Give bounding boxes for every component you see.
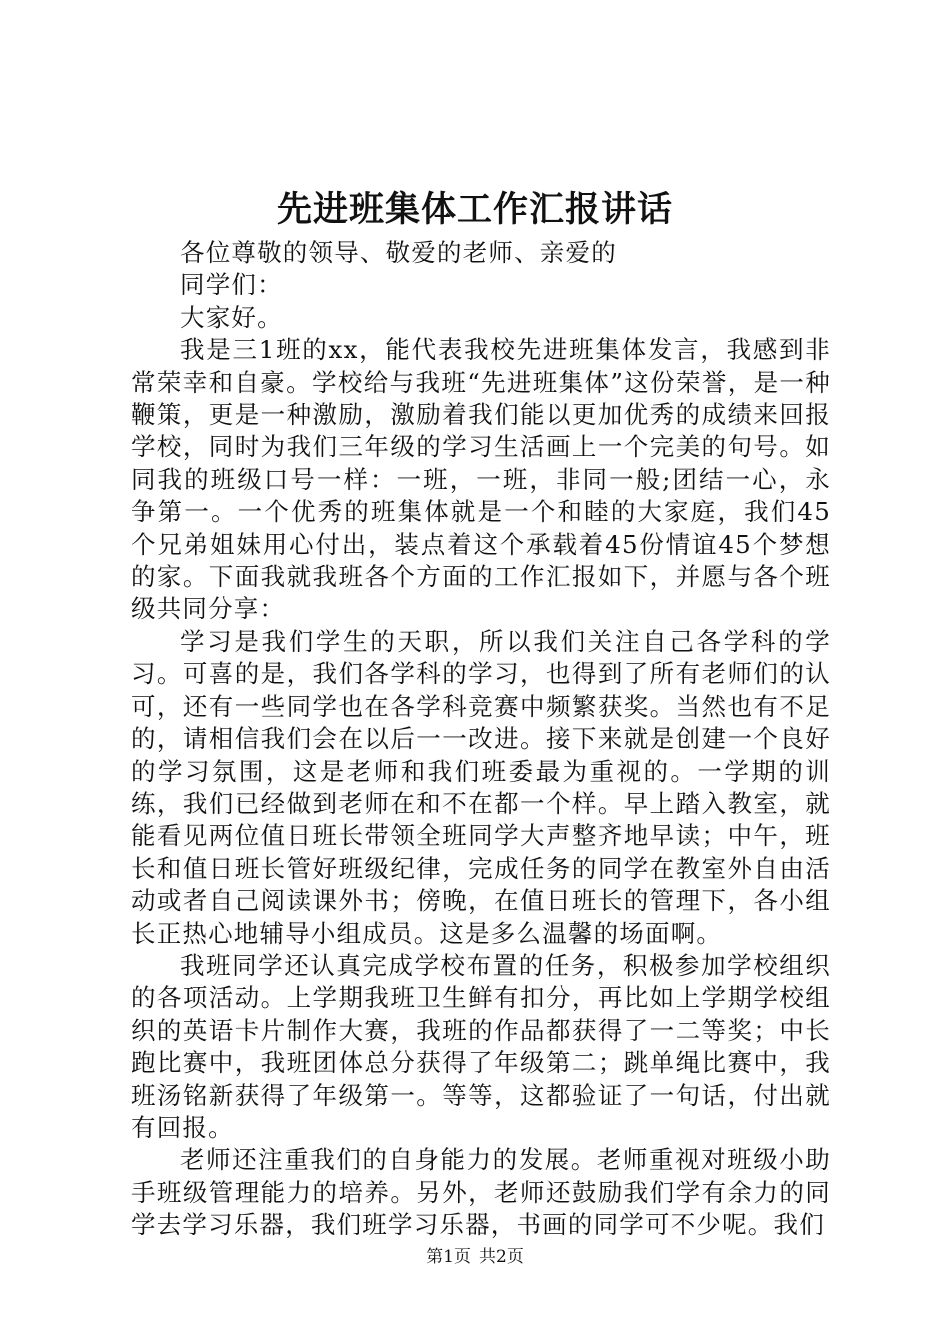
- page-number: 第1页: [426, 1247, 471, 1267]
- document-body: [131, 237, 831, 1242]
- page-footer: [0, 1245, 950, 1269]
- document-title: 先进班集体工作汇报讲话: [276, 189, 673, 230]
- paragraph-activities: 我班同学还认真完成学校布置的任务，积极参加学校组织的各项活动。上学期我班卫生鲜有扣分，再比如上学期学校组织的英语卡片制作大赛，我班的作品都获得了一二等奖；中长跑比赛中，我班团体总分获得了年级第二；跳单绳比赛中，我班汤铭新获得了年级第一。等等，这都验证了一句话，付出就有回报。: [131, 950, 831, 1142]
- paragraph-introduction: 我是三1班的xx，能代表我校先进班集体发言，我感到非常荣幸和自豪。学校给与我班“先进班集体”这份荣誉，是一种鞭策，更是一种激励，激励着我们能以更加优秀的成绩来回报学校，同时为我们三年级的学习生活画上一个完美的句号。如同我的班级口号一样：一班，一班，非同一般;团结一心，永争第一。一个优秀的班集体就是一个和睦的大家庭，我们45个兄弟姐妹用心付出，装点着这个承载着45份情谊45个梦想的家。下面我就我班各个方面的工作汇报如下，并愿与各个班级共同分享：: [131, 335, 831, 624]
- paragraph-greeting-continued: 同学们：: [180, 270, 283, 300]
- paragraph-greeting: 各位尊敬的领导、敬爱的老师、亲爱的: [180, 238, 617, 267]
- paragraph-abilities: 老师还注重我们的自身能力的发展。老师重视对班级小助手班级管理能力的培养。另外，老师还鼓励我们学有余力的同学去学习乐器，我们班学习乐器，书画的同学可不少呢。我们: [131, 1145, 831, 1240]
- paragraph-hello: 大家好。: [180, 302, 283, 332]
- page-total: 共2页: [479, 1247, 524, 1267]
- paragraph-study: 学习是我们学生的天职，所以我们关注自己各学科的学习。可喜的是，我们各学科的学习，也得到了所有老师们的认可，还有一些同学也在各学科竞赛中频繁获奖。当然也有不足的，请相信我们会在以后一一改进。接下来就是创建一个良好的学习氛围，这是老师和我们班委最为重视的。一学期的训练，我们已经做到老师在和不在都一个样。早上踏入教室，就能看见两位值日班长带领全班同学大声整齐地早读；中午，班长和值日班长管好班级纪律，完成任务的同学在教室外自由活动或者自己阅读课外书；傍晚，在值日班长的管理下，各小组长正热心地辅导小组成员。这是多么温馨的场面啊。: [131, 626, 831, 948]
